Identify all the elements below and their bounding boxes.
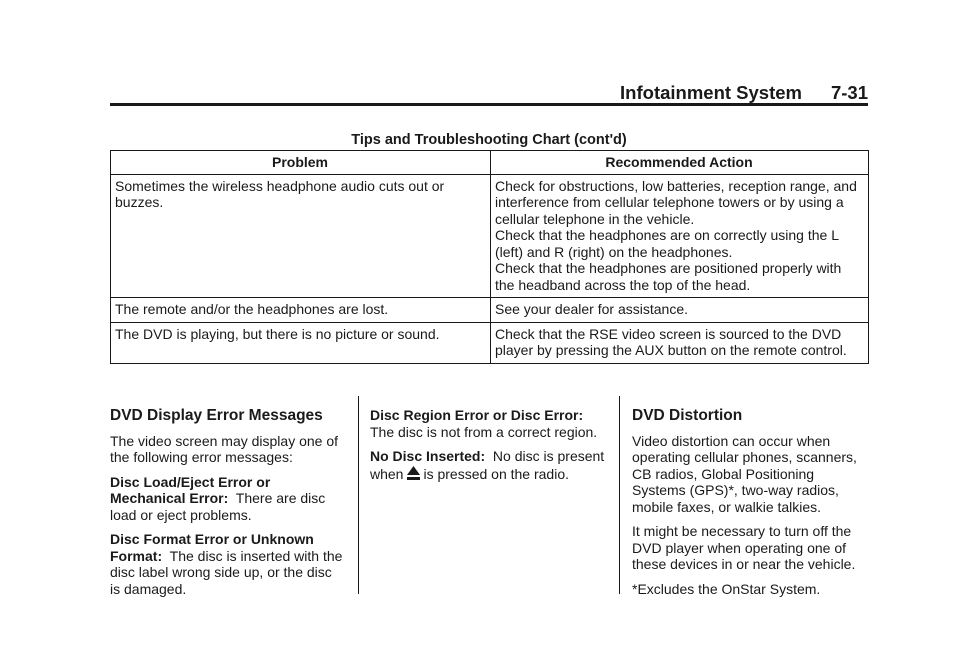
error-label: Disc Load/Eject Error or Mechanical Error: [110,473,271,506]
action-line: Check that the RSE video screen is sourced to the DVD player by pressing the AUX button on the remote control. [495,325,847,358]
error-label: Disc Format Error or Unknown Format: [110,531,314,564]
action-line: Check that the headphones are positioned properly with the headband across the top of the head. [495,260,842,293]
section-title: Infotainment System [620,82,802,103]
action-cell [491,322,869,363]
error-text: The disc is not from a correct region. [370,423,598,440]
table-row [111,298,869,323]
error-text: No disc is present when [370,448,605,482]
table-row [111,174,869,298]
eject-icon [406,465,421,485]
section-heading: DVD Display Error Messages [110,407,323,424]
table-row [111,322,869,363]
section-heading: DVD Distortion [632,407,743,424]
problem-cell: The remote and/or the headphones are lost. [111,298,491,323]
page-number: 7-31 [830,82,868,103]
error-text: is pressed on the radio. [423,465,569,482]
error-label: Disc Region Error or Disc Error: [370,407,584,423]
action-line: Check for obstructions, low batteries, reception range, and interference from cellular telephone towers or by using a cellular telephone in the vehicle. [495,177,857,227]
paragraph: Video distortion can occur when operating cellular phones, scanners, CB radios, Global Positioning Systems (GPS)*, two-way radios, mobile faxes, or walkie talkies. [632,432,857,515]
column-header-problem: Problem [111,151,491,175]
page-header [110,82,868,104]
action-line: See your dealer for assistance. [495,301,688,317]
column-dvd-distortion [632,394,870,605]
problem-cell: The DVD is playing, but there is no picture or sound. [111,322,491,363]
action-line: Check that the headphones are on correctly using the L (left) and R (right) on the headphones. [495,227,839,260]
troubleshooting-table [110,150,869,364]
action-cell [491,298,869,323]
column-divider [358,396,359,594]
table-header-row [111,151,869,175]
chart-title: Tips and Troubleshooting Chart (cont'd) [351,132,627,148]
error-label: No Disc Inserted: [370,448,486,464]
column-dvd-errors [110,394,345,605]
column-divider [619,396,620,594]
column-dvd-errors-continued [370,407,606,492]
error-text: There are disc load or eject problems. [110,490,326,523]
error-item [370,407,606,440]
action-cell [491,174,869,298]
paragraph: It might be necessary to turn off the DVD player when operating one of these devices in or near the vehicle. [632,523,856,572]
intro-paragraph: The video screen may display one of the following error messages: [110,432,339,465]
problem-cell: Sometimes the wireless headphone audio cuts out or buzzes. [111,174,491,298]
header-rule [110,103,868,106]
error-item [110,531,345,597]
footnote: *Excludes the OnStar System. [632,580,821,597]
column-header-action: Recommended Action [491,151,869,175]
error-text: The disc is inserted with the disc label wrong side up, or the disc is damaged. [110,547,343,597]
error-item [110,474,345,524]
error-item-no-disc [370,448,606,484]
